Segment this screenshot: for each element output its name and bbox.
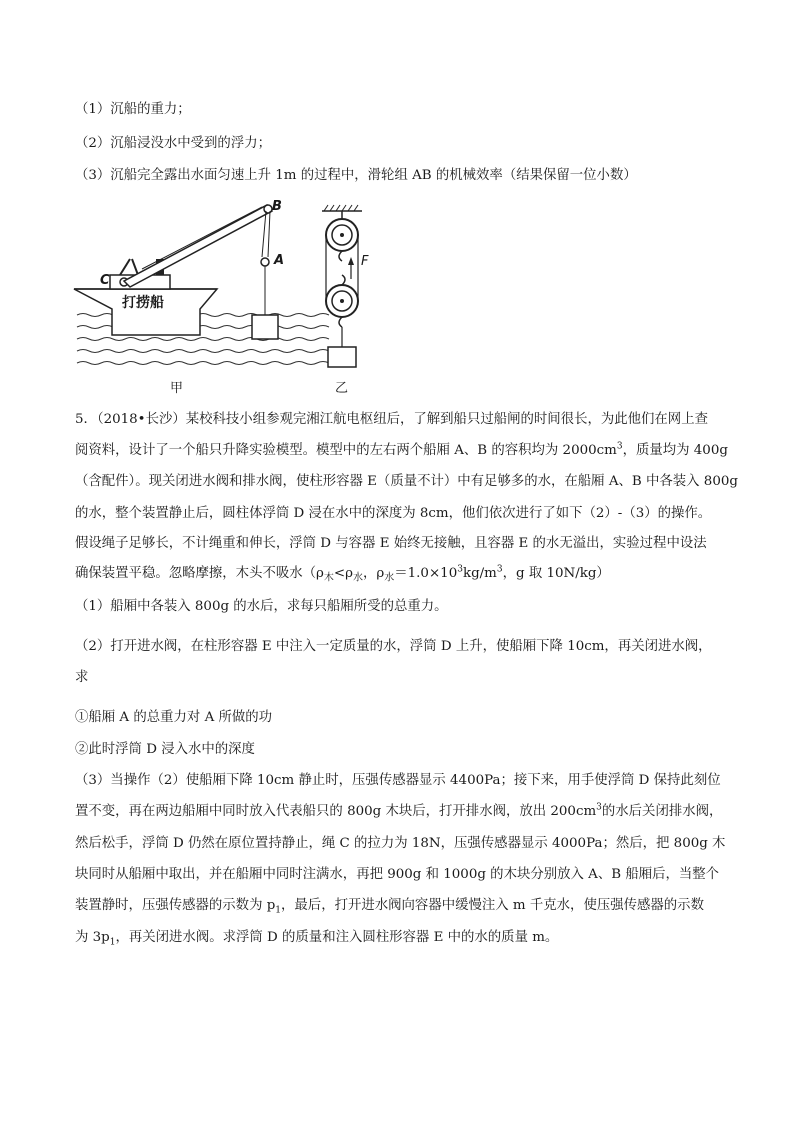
subquestion-2b: 求 [75,670,89,685]
subquestion-2a: （2）打开进水阀，在柱形容器 E 中注入一定质量的水，浮筒 D 上升，使船厢下降 10cm，再关闭进水阀， [75,639,712,654]
sunk-box [252,315,278,339]
pulley-block-figure [322,205,362,367]
subquestion-2d: ②此时浮筒 D 浸入水中的深度 [75,742,255,757]
caption-left: 甲 [170,381,184,396]
caption-right: 乙 [335,381,349,396]
problem5-line1: 5．（2018•长沙）某校科技小组参观完湘江航电枢纽后，了解到船只过船闸的时间很长，为此他们在网上查 [75,412,708,427]
figure-drawing [72,197,372,397]
problem5-line2: 阅资料，设计了一个船只升降实验模型。模型中的左右两个船厢 A、B 的容积均为 $2000cm^3$，质量均为 400g [75,441,728,458]
problem5-line4: 的水，整个装置静止后，圆柱体浮筒 D 浸在水中的深度为 8cm，他们依次进行了如下（2）-（3）的操作。 [75,506,712,521]
label-a: A [274,253,285,268]
subquestion-3d: 块同时从船厢中取出，并在船厢中同时注满水，再把 900g 和 1000g 的木块分别放入 A、B 船厢后，当整个 [75,867,720,882]
problem5-line3: （含配件）。现关闭进水阀和排水阀，使柱形容器 E（质量不计）中有足够多的水，在船厢 A、B 中各装入 800g [75,474,738,489]
subquestion-3c: 然后松手，浮筒 D 仍然在原位置持静止，绳 C 的拉力为 18N，压强传感器显示 4000Pa；然后，把 800g 木 [75,836,726,851]
pulley-a [261,258,269,266]
problem5-line5: 假设绳子足够长，不计绳重和伸长，浮筒 D 与容器 E 始终无接触，且容器 E 的水无溢出，实验过程中设法 [75,536,707,551]
label-b: B [272,199,282,214]
subquestion-1: （1）船厢中各装入 800g 的水后，求每只船厢所受的总重力。 [75,599,448,614]
question-1: （1）沉船的重力； [75,102,191,117]
question-2: （2）沉船浸没水中受到的浮力； [75,136,271,151]
label-f: F [361,254,369,269]
question-3: （3）沉船完全露出水面匀速上升 1m 的过程中，滑轮组 AB 的机械效率（结果保留一位小数） [75,168,637,183]
ship-text: 打捞船 [122,295,164,311]
figure-salvage-ship [72,197,372,397]
pulley-b [264,205,272,213]
subquestion-3a: （3）当操作（2）使船厢下降 10cm 静止时，压强传感器显示 4400Pa；接下来，用手使浮筒 D 保持此刻位 [75,773,721,788]
problem5-line6: 确保装置平稳。忽略摩擦，木头不吸水（$\rho_木<\rho_水$，$\rho_水=1.0\times 10^3kg/m^3$，g 取 10N/kg） [75,564,610,584]
subquestion-3b: 置不变，再在两边船厢中同时放入代表船只的 800g 木块后，打开排水阀，放出 $200cm^3$的水后关闭排水阀， [75,802,723,819]
label-c: C [100,273,110,288]
crane-boom [124,205,272,287]
subquestion-3e: 装置静时，压强传感器的示数为 $p_1$，最后，打开进水阀向容器中缓慢注入 m 千克水，使压强传感器的示数 [75,898,704,916]
subquestion-2c: ①船厢 A 的总重力对 A 所做的功 [75,710,273,725]
subquestion-3f: 为 $3p_1$，再关闭进水阀。求浮筒 D 的质量和注入圆柱形容器 E 中的水的质量 m。 [75,930,559,948]
